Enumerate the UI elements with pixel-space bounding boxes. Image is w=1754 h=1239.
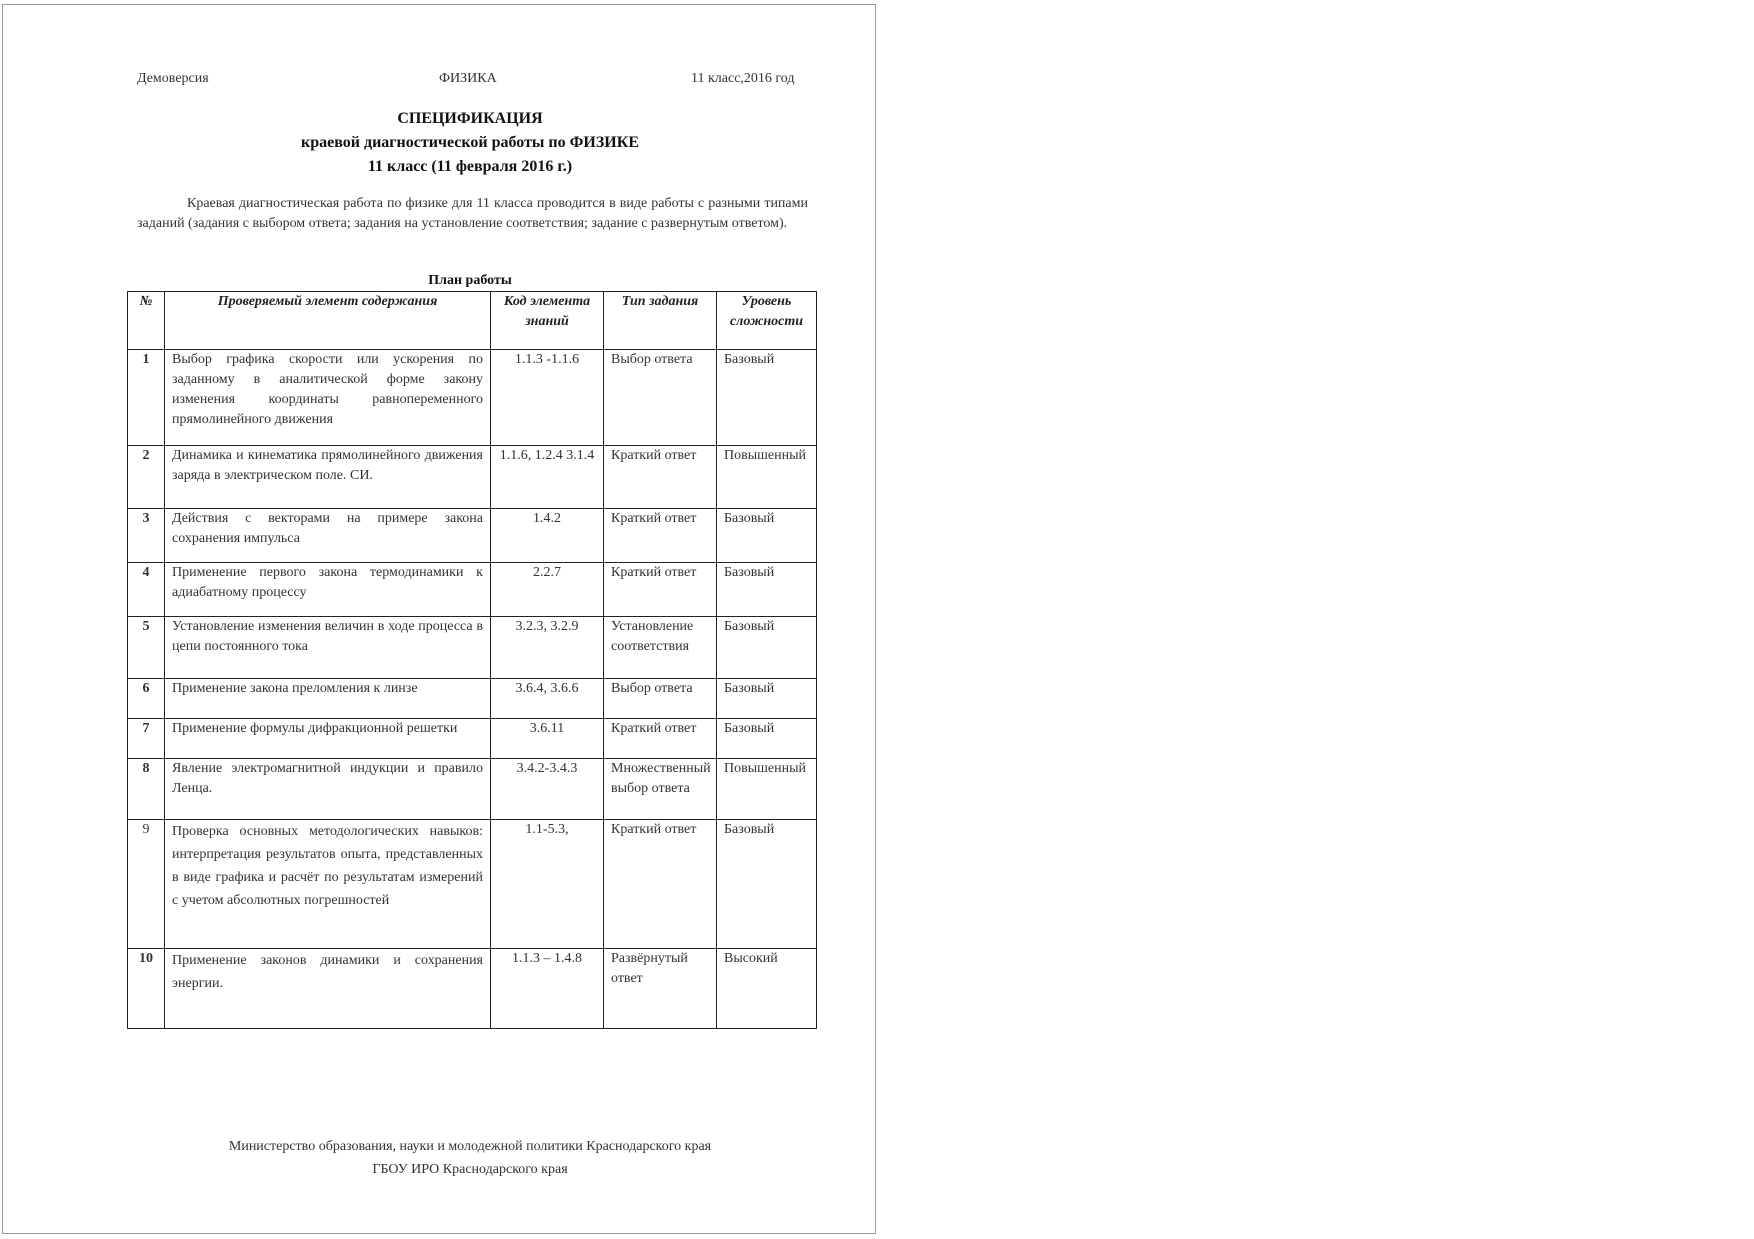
row-type: Краткий ответ — [604, 509, 717, 563]
header-code: Код элемента знаний — [491, 292, 604, 350]
plan-title: План работы — [428, 273, 512, 288]
row-type: Краткий ответ — [604, 820, 717, 949]
row-element: Выбор графика скорости или ускорения по заданному в аналитической форме закону изменения координаты равнопеременного прямолинейного движения — [165, 350, 491, 446]
row-code: 1.1.3 -1.1.6 — [491, 350, 604, 446]
row-level: Базовый — [717, 679, 817, 719]
row-num: 10 — [128, 949, 165, 1029]
row-type: Установление соответствия — [604, 617, 717, 679]
footer-ministry: Министерство образования, науки и молодежной политики Краснодарского края — [228, 1139, 712, 1154]
table-row — [128, 759, 817, 820]
row-type: Множественный выбор ответа — [604, 759, 717, 820]
row-code: 3.4.2-3.4.3 — [491, 759, 604, 820]
header-level: Уровень сложности — [717, 292, 817, 350]
row-level: Базовый — [717, 820, 817, 949]
row-type: Краткий ответ — [604, 563, 717, 617]
row-code: 1.4.2 — [491, 509, 604, 563]
row-type: Краткий ответ — [604, 719, 717, 759]
row-element: Проверка основных методологических навыков: интерпретация результатов опыта, представленных в виде графика и расчёт по результатам измерений с учетом абсолютных погрешностей — [165, 820, 491, 949]
row-code: 2.2.7 — [491, 563, 604, 617]
table-row — [128, 820, 817, 949]
header-subject: ФИЗИКА — [439, 71, 497, 86]
row-element: Динамика и кинематика прямолинейного движения заряда в электрическом поле. СИ. — [165, 446, 491, 509]
row-element: Применение формулы дифракционной решетки — [165, 719, 491, 759]
row-type: Краткий ответ — [604, 446, 717, 509]
footer — [127, 1135, 813, 1181]
plan-table — [127, 291, 817, 1029]
row-element: Применение первого закона термодинамики к адиабатному процессу — [165, 563, 491, 617]
row-level: Базовый — [717, 509, 817, 563]
row-element: Установление изменения величин в ходе процесса в цепи постоянного тока — [165, 617, 491, 679]
row-level: Базовый — [717, 617, 817, 679]
title-line-1: СПЕЦИФИКАЦИЯ — [397, 110, 543, 127]
row-num: 5 — [128, 617, 165, 679]
row-num: 8 — [128, 759, 165, 820]
footer-institute: ГБОУ ИРО Краснодарского края — [372, 1162, 568, 1177]
row-num: 1 — [128, 350, 165, 446]
row-num: 2 — [128, 446, 165, 509]
table-row — [128, 679, 817, 719]
title-line-3: 11 класс (11 февраля 2016 г.) — [367, 158, 573, 175]
table-row — [128, 509, 817, 563]
row-level: Повышенный — [717, 759, 817, 820]
row-level: Повышенный — [717, 446, 817, 509]
header-type: Тип задания — [604, 292, 717, 350]
document-title — [127, 107, 813, 179]
header-num: № — [128, 292, 165, 350]
table-row — [128, 350, 817, 446]
row-level: Базовый — [717, 719, 817, 759]
row-num: 7 — [128, 719, 165, 759]
row-type: Выбор ответа — [604, 350, 717, 446]
table-row — [128, 563, 817, 617]
row-code: 3.6.4, 3.6.6 — [491, 679, 604, 719]
row-type: Развёрнутый ответ — [604, 949, 717, 1029]
row-element: Применение закона преломления к линзе — [165, 679, 491, 719]
row-element: Явление электромагнитной индукции и правило Ленца. — [165, 759, 491, 820]
title-line-2: краевой диагностической работы по ФИЗИКЕ — [301, 134, 639, 151]
row-num: 6 — [128, 679, 165, 719]
row-type: Выбор ответа — [604, 679, 717, 719]
row-num: 9 — [128, 820, 165, 949]
row-code: 1.1.3 – 1.4.8 — [491, 949, 604, 1029]
row-code: 3.6.11 — [491, 719, 604, 759]
row-level: Высокий — [717, 949, 817, 1029]
row-code: 3.2.3, 3.2.9 — [491, 617, 604, 679]
row-num: 4 — [128, 563, 165, 617]
table-row — [128, 446, 817, 509]
row-num: 3 — [128, 509, 165, 563]
table-header-row — [128, 292, 817, 350]
row-code: 1.1-5.3, — [491, 820, 604, 949]
row-element: Применение законов динамики и сохранения энергии. — [165, 949, 491, 1029]
document-page — [2, 4, 876, 1234]
intro-paragraph: Краевая диагностическая работа по физике для 11 класса проводится в виде работы с разными типами заданий (задания с выбором ответа; задания на установление соответствия; задание с развернутым ответом). — [137, 196, 808, 231]
header-left: Демоверсия — [137, 71, 209, 86]
table-row — [128, 719, 817, 759]
table-row — [128, 949, 817, 1029]
row-level: Базовый — [717, 350, 817, 446]
row-element: Действия с векторами на примере закона сохранения импульса — [165, 509, 491, 563]
table-row — [128, 617, 817, 679]
header-grade-year: 11 класс,2016 год — [691, 71, 795, 86]
row-level: Базовый — [717, 563, 817, 617]
row-code: 1.1.6, 1.2.4 3.1.4 — [491, 446, 604, 509]
header-element: Проверяемый элемент содержания — [165, 292, 491, 350]
